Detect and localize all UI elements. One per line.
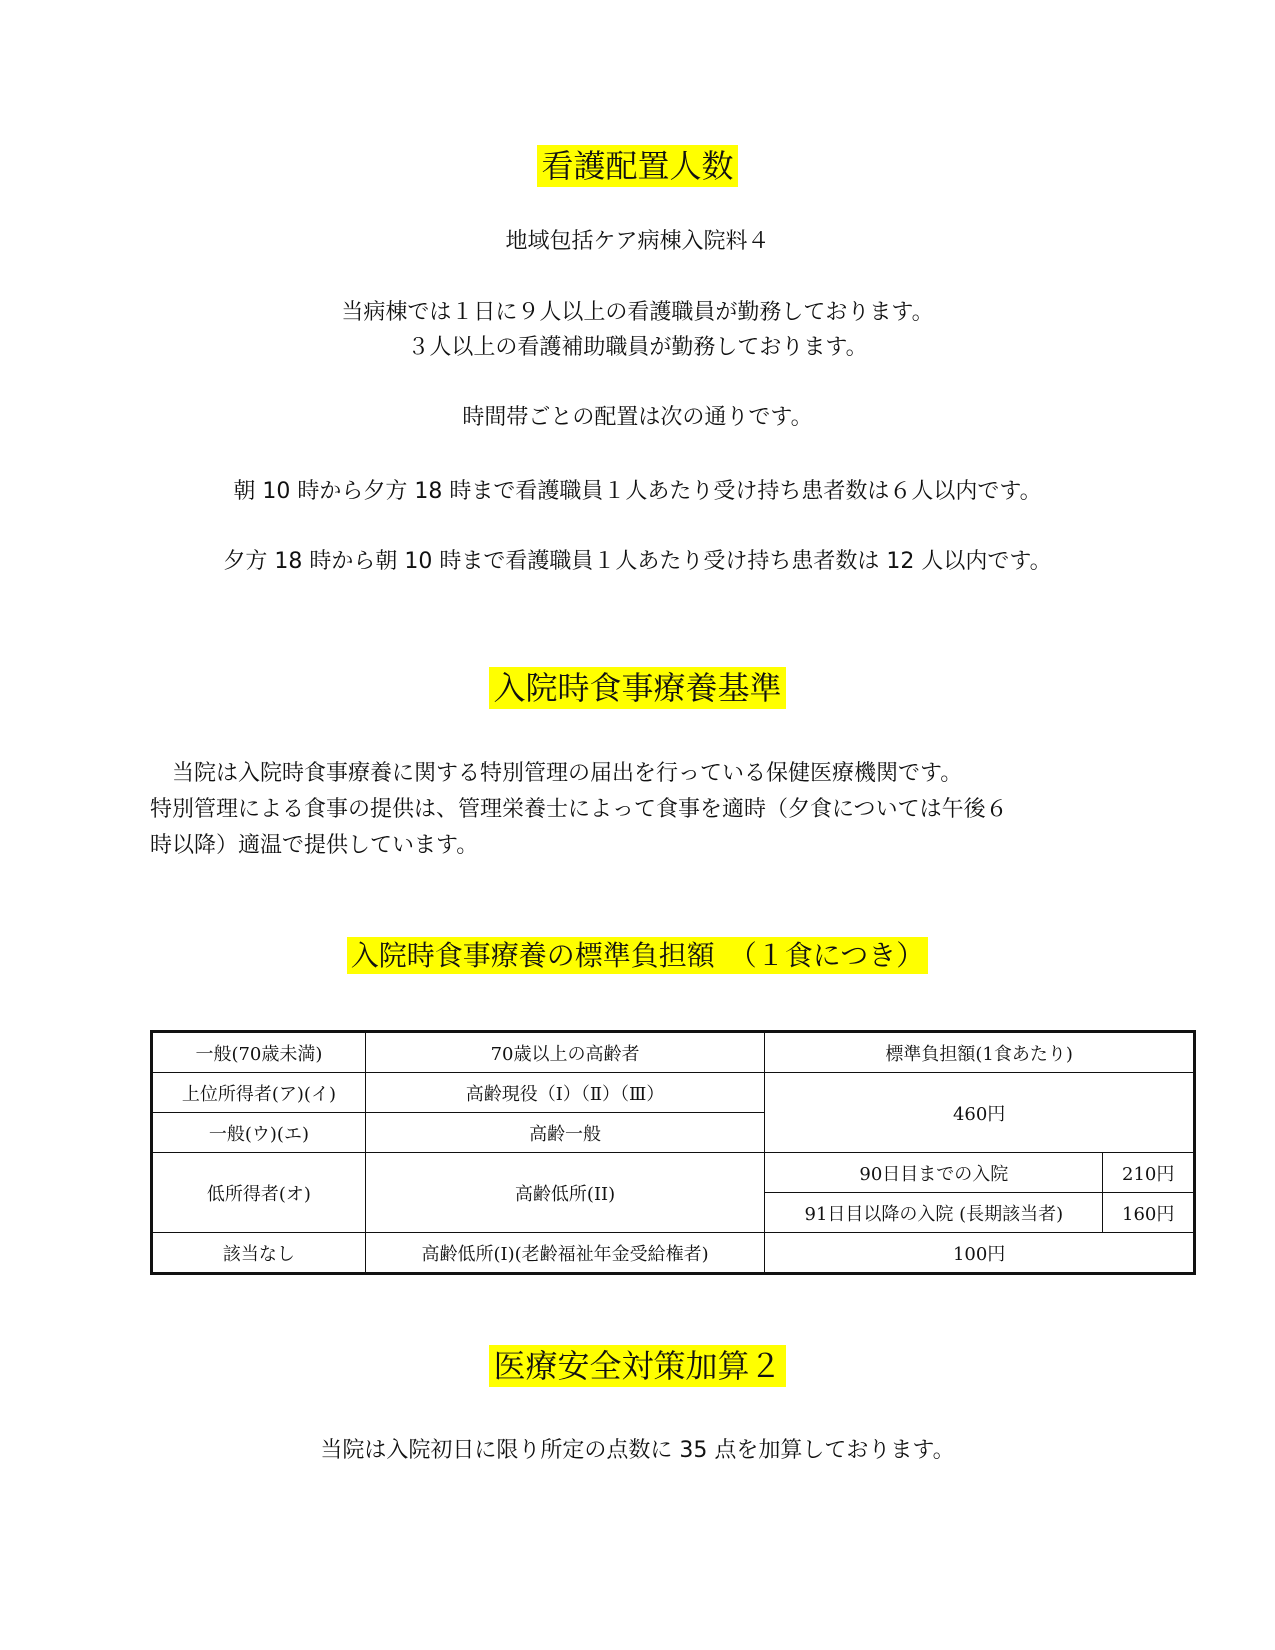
cell-elderly-general: 高齢一般 [365,1113,764,1153]
cell-fee-210: 210円 [1103,1153,1195,1193]
meal-title-row [0,668,1275,708]
day-shift-text: 朝 10 時から夕方 18 時まで看護職員１人あたり受け持ち患者数は６人以内です。 [233,479,1042,504]
nursing-title: 看護配置人数 [537,145,737,187]
table-row [152,1233,1195,1274]
nursing-line-1: 当病棟では１日に９人以上の看護職員が勤務しております。 [341,300,934,325]
meal-para-line-3: 時以降）適温で提供しています。 [150,833,479,858]
cell-elderly-active: 高齢現役（Ⅰ）（Ⅱ）（Ⅲ） [365,1073,764,1113]
cell-elderly-low-2: 高齢低所(II) [365,1153,764,1233]
cell-general: 一般(ウ)(エ) [152,1113,366,1153]
safety-text: 当院は入院初日に限り所定の点数に 35 点を加算しております。 [320,1438,955,1463]
cell-fee-460: 460円 [765,1073,1195,1153]
meal-para-line-1: 当院は入院時食事療養に関する特別管理の届出を行っている保健医療機関です。 [150,761,963,786]
header-standard-fee: 標準負担額(1食あたり) [765,1032,1195,1073]
table-header-row [152,1032,1195,1073]
cell-stay-91: 91日目以降の入院 (長期該当者) [765,1193,1103,1233]
meal-title: 入院時食事療養基準 [489,667,785,709]
fee-table-title-row [0,938,1275,974]
cell-fee-160: 160円 [1103,1193,1195,1233]
header-general-under-70: 一般(70歳未満) [152,1032,366,1073]
meal-para-line-2: 特別管理による食事の提供は、管理栄養士によって食事を適時（夕食については午後６ [150,797,1008,822]
table-row [152,1073,1195,1113]
safety-title: 医療安全対策加算２ [489,1345,785,1387]
cell-upper-income: 上位所得者(ア)(イ) [152,1073,366,1113]
cell-stay-90: 90日目までの入院 [765,1153,1103,1193]
nursing-line-3: 時間帯ごとの配置は次の通りです。 [462,405,813,430]
cell-elderly-low-1: 高齢低所(I)(老齢福祉年金受給権者) [365,1233,764,1274]
cell-not-applicable: 該当なし [152,1233,366,1274]
safety-title-row [0,1346,1275,1386]
fee-table [150,1030,1196,1275]
night-shift-text: 夕方 18 時から朝 10 時まで看護職員１人あたり受け持ち患者数は 12 人以内です。 [223,549,1052,574]
fee-table-title: 入院時食事療養の標準負担額 （１食につき） [347,937,928,974]
header-elderly-70-plus: 70歳以上の高齢者 [365,1032,764,1073]
table-row [152,1153,1195,1193]
cell-fee-100: 100円 [765,1233,1195,1274]
nursing-title-row [0,146,1275,186]
nursing-line-2: ３人以上の看護補助職員が勤務しております。 [407,335,868,360]
ward-type: 地域包括ケア病棟入院料４ [505,229,770,254]
cell-low-income: 低所得者(オ) [152,1153,366,1233]
